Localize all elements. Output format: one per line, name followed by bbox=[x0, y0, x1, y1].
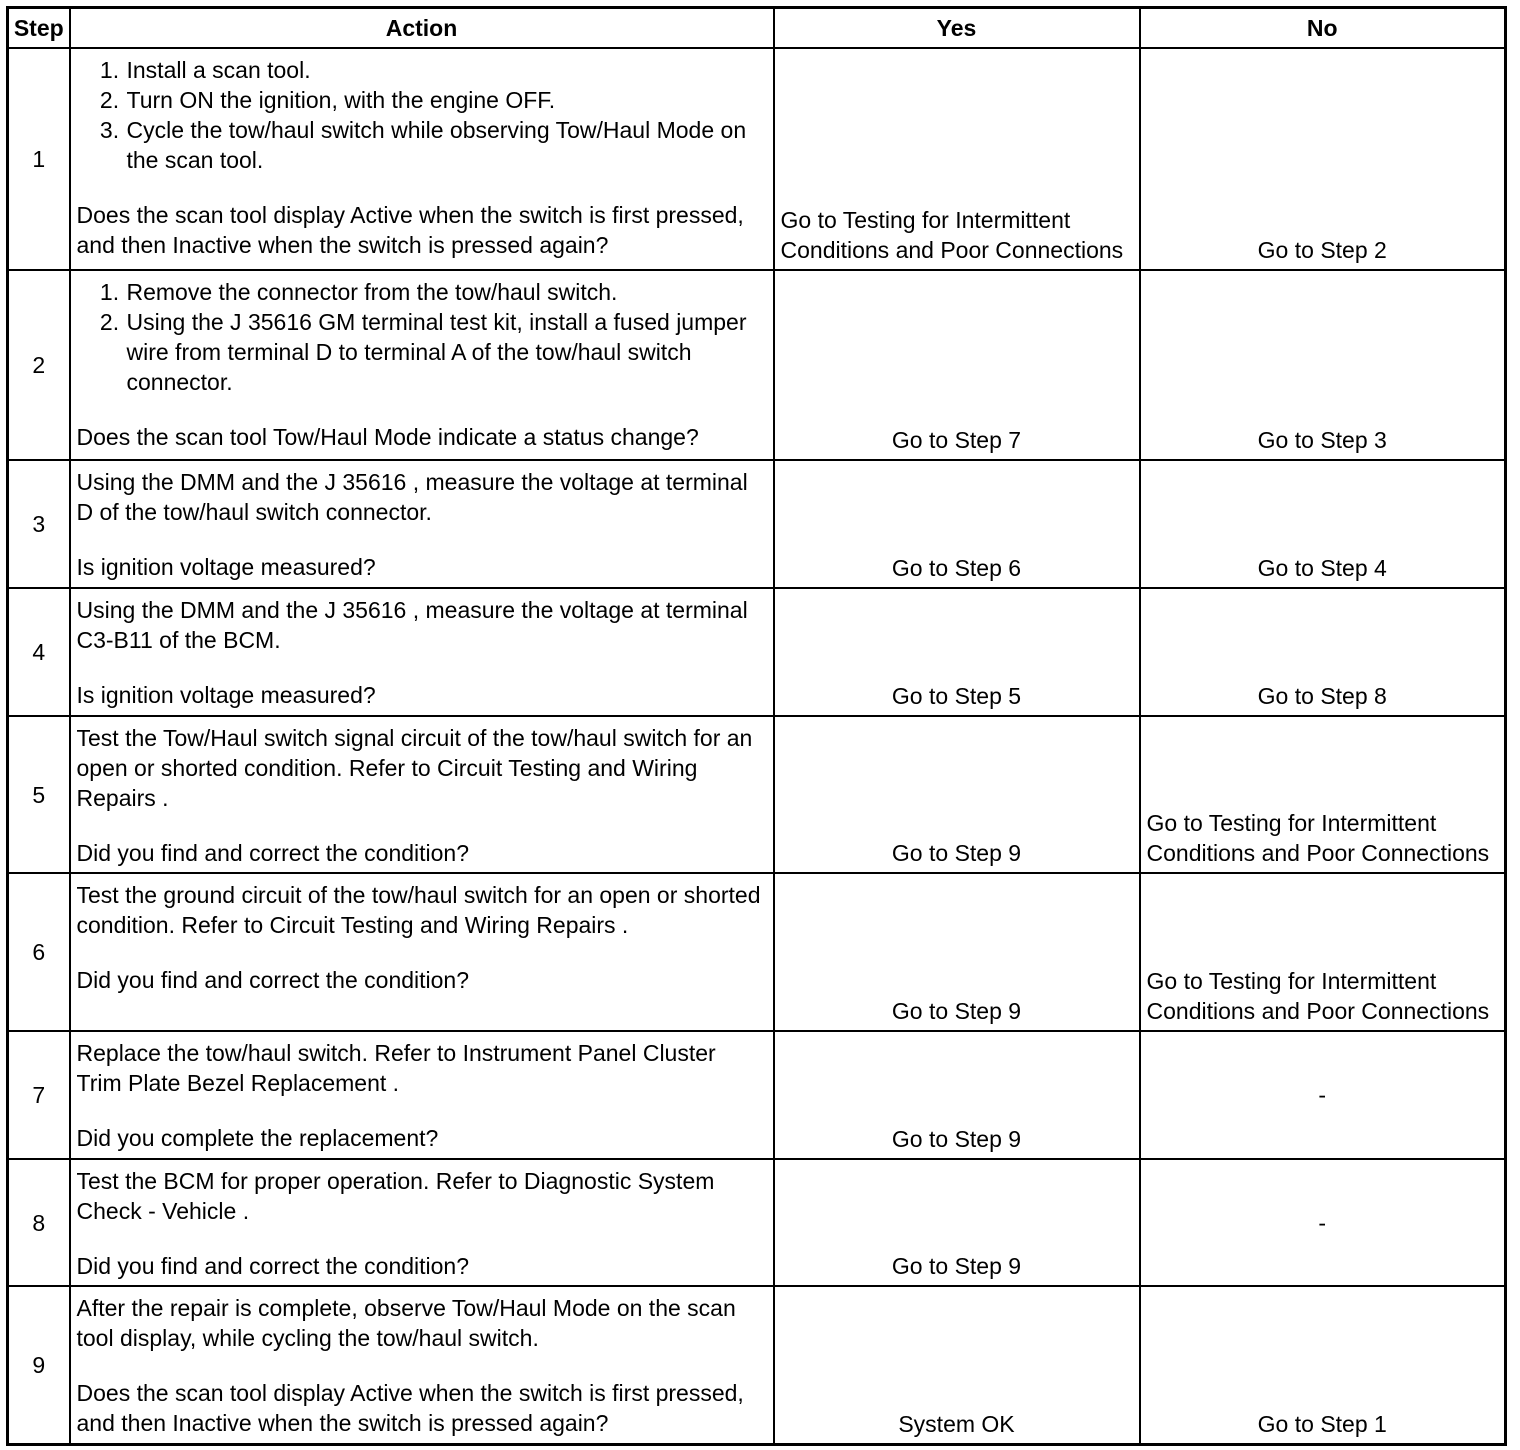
table-row bbox=[8, 588, 1506, 716]
table-row bbox=[8, 1159, 1506, 1286]
action-question: Does the scan tool display Active when the switch is first pressed, and then Inactive when the switch is pressed again? bbox=[76, 202, 744, 258]
action-list-item: 2. Using the J 35616 GM terminal test kit, install a fused jumper wire from terminal D to terminal A of the tow/haul switch connector. bbox=[126, 307, 767, 397]
header-step: Step bbox=[8, 8, 70, 49]
action-question: Does the scan tool Tow/Haul Mode indicate a status change? bbox=[76, 424, 699, 450]
action-cell bbox=[70, 1286, 774, 1444]
step-number: 3 bbox=[8, 460, 70, 588]
step-number: 4 bbox=[8, 588, 70, 716]
step-number: 8 bbox=[8, 1159, 70, 1286]
action-cell bbox=[70, 48, 774, 270]
action-cell bbox=[70, 873, 774, 1031]
step-number: 5 bbox=[8, 716, 70, 873]
no-cell: Go to Step 8 bbox=[1140, 588, 1506, 716]
diagnostic-table bbox=[6, 6, 1507, 1446]
action-text: Test the ground circuit of the tow/haul switch for an open or shorted condition. Refer to Circuit Testing and Wiring Repairs . bbox=[76, 882, 761, 938]
action-list bbox=[77, 55, 767, 175]
no-cell: Go to Step 4 bbox=[1140, 460, 1506, 588]
action-text: After the repair is complete, observe Tow/Haul Mode on the scan tool display, while cycling the tow/haul switch. bbox=[76, 1295, 736, 1351]
step-number: 2 bbox=[8, 270, 70, 460]
yes-cell: Go to Step 9 bbox=[774, 1159, 1140, 1286]
action-list-item: 1. Install a scan tool. bbox=[126, 55, 767, 85]
action-list-item: 2. Turn ON the ignition, with the engine OFF. bbox=[126, 85, 767, 115]
action-cell bbox=[70, 716, 774, 873]
step-number: 9 bbox=[8, 1286, 70, 1444]
action-question: Did you find and correct the condition? bbox=[76, 1253, 470, 1279]
action-text: Test the BCM for proper operation. Refer to Diagnostic System Check - Vehicle . bbox=[76, 1168, 715, 1224]
action-text: Test the Tow/Haul switch signal circuit of the tow/haul switch for an open or shorted condition. Refer to Circuit Testing and Wiring Repairs . bbox=[76, 725, 753, 811]
yes-cell: Go to Step 9 bbox=[774, 1031, 1140, 1159]
action-list-item: 1. Remove the connector from the tow/haul switch. bbox=[126, 277, 767, 307]
step-number: 1 bbox=[8, 48, 70, 270]
no-cell: Go to Testing for Intermittent Conditions and Poor Connections bbox=[1140, 716, 1506, 873]
yes-cell: Go to Step 9 bbox=[774, 873, 1140, 1031]
no-cell: - bbox=[1140, 1159, 1506, 1286]
no-cell: - bbox=[1140, 1031, 1506, 1159]
action-question: Does the scan tool display Active when the switch is first pressed, and then Inactive when the switch is pressed again? bbox=[76, 1380, 744, 1436]
action-cell bbox=[70, 1159, 774, 1286]
yes-cell: Go to Step 5 bbox=[774, 588, 1140, 716]
action-list-item: 3. Cycle the tow/haul switch while observing Tow/Haul Mode on the scan tool. bbox=[126, 115, 767, 175]
yes-cell: Go to Testing for Intermittent Conditions and Poor Connections bbox=[774, 48, 1140, 270]
yes-cell: Go to Step 7 bbox=[774, 270, 1140, 460]
action-cell bbox=[70, 1031, 774, 1159]
header-row bbox=[8, 8, 1506, 49]
action-cell bbox=[70, 588, 774, 716]
action-question: Did you complete the replacement? bbox=[76, 1125, 439, 1151]
yes-cell: Go to Step 9 bbox=[774, 716, 1140, 873]
no-cell: Go to Step 2 bbox=[1140, 48, 1506, 270]
step-number: 6 bbox=[8, 873, 70, 1031]
header-no: No bbox=[1140, 8, 1506, 49]
action-question: Is ignition voltage measured? bbox=[76, 554, 376, 580]
table-row bbox=[8, 873, 1506, 1031]
header-yes: Yes bbox=[774, 8, 1140, 49]
action-list bbox=[77, 277, 767, 397]
action-question: Is ignition voltage measured? bbox=[76, 682, 376, 708]
table-row bbox=[8, 1031, 1506, 1159]
action-question: Did you find and correct the condition? bbox=[76, 840, 470, 866]
yes-cell: Go to Step 6 bbox=[774, 460, 1140, 588]
no-cell: Go to Testing for Intermittent Conditions and Poor Connections bbox=[1140, 873, 1506, 1031]
step-number: 7 bbox=[8, 1031, 70, 1159]
action-text: Using the DMM and the J 35616 , measure the voltage at terminal C3-B11 of the BCM. bbox=[76, 597, 748, 653]
action-cell bbox=[70, 460, 774, 588]
table-row bbox=[8, 270, 1506, 460]
no-cell: Go to Step 3 bbox=[1140, 270, 1506, 460]
no-cell: Go to Step 1 bbox=[1140, 1286, 1506, 1444]
action-question: Did you find and correct the condition? bbox=[76, 967, 470, 993]
action-cell bbox=[70, 270, 774, 460]
action-text: Using the DMM and the J 35616 , measure the voltage at terminal D of the tow/haul switch connector. bbox=[76, 469, 748, 525]
table-row bbox=[8, 716, 1506, 873]
table-row bbox=[8, 48, 1506, 270]
action-text: Replace the tow/haul switch. Refer to Instrument Panel Cluster Trim Plate Bezel Replacement . bbox=[76, 1040, 716, 1096]
yes-cell: System OK bbox=[774, 1286, 1140, 1444]
header-action: Action bbox=[70, 8, 774, 49]
table-row bbox=[8, 1286, 1506, 1444]
table-row bbox=[8, 460, 1506, 588]
